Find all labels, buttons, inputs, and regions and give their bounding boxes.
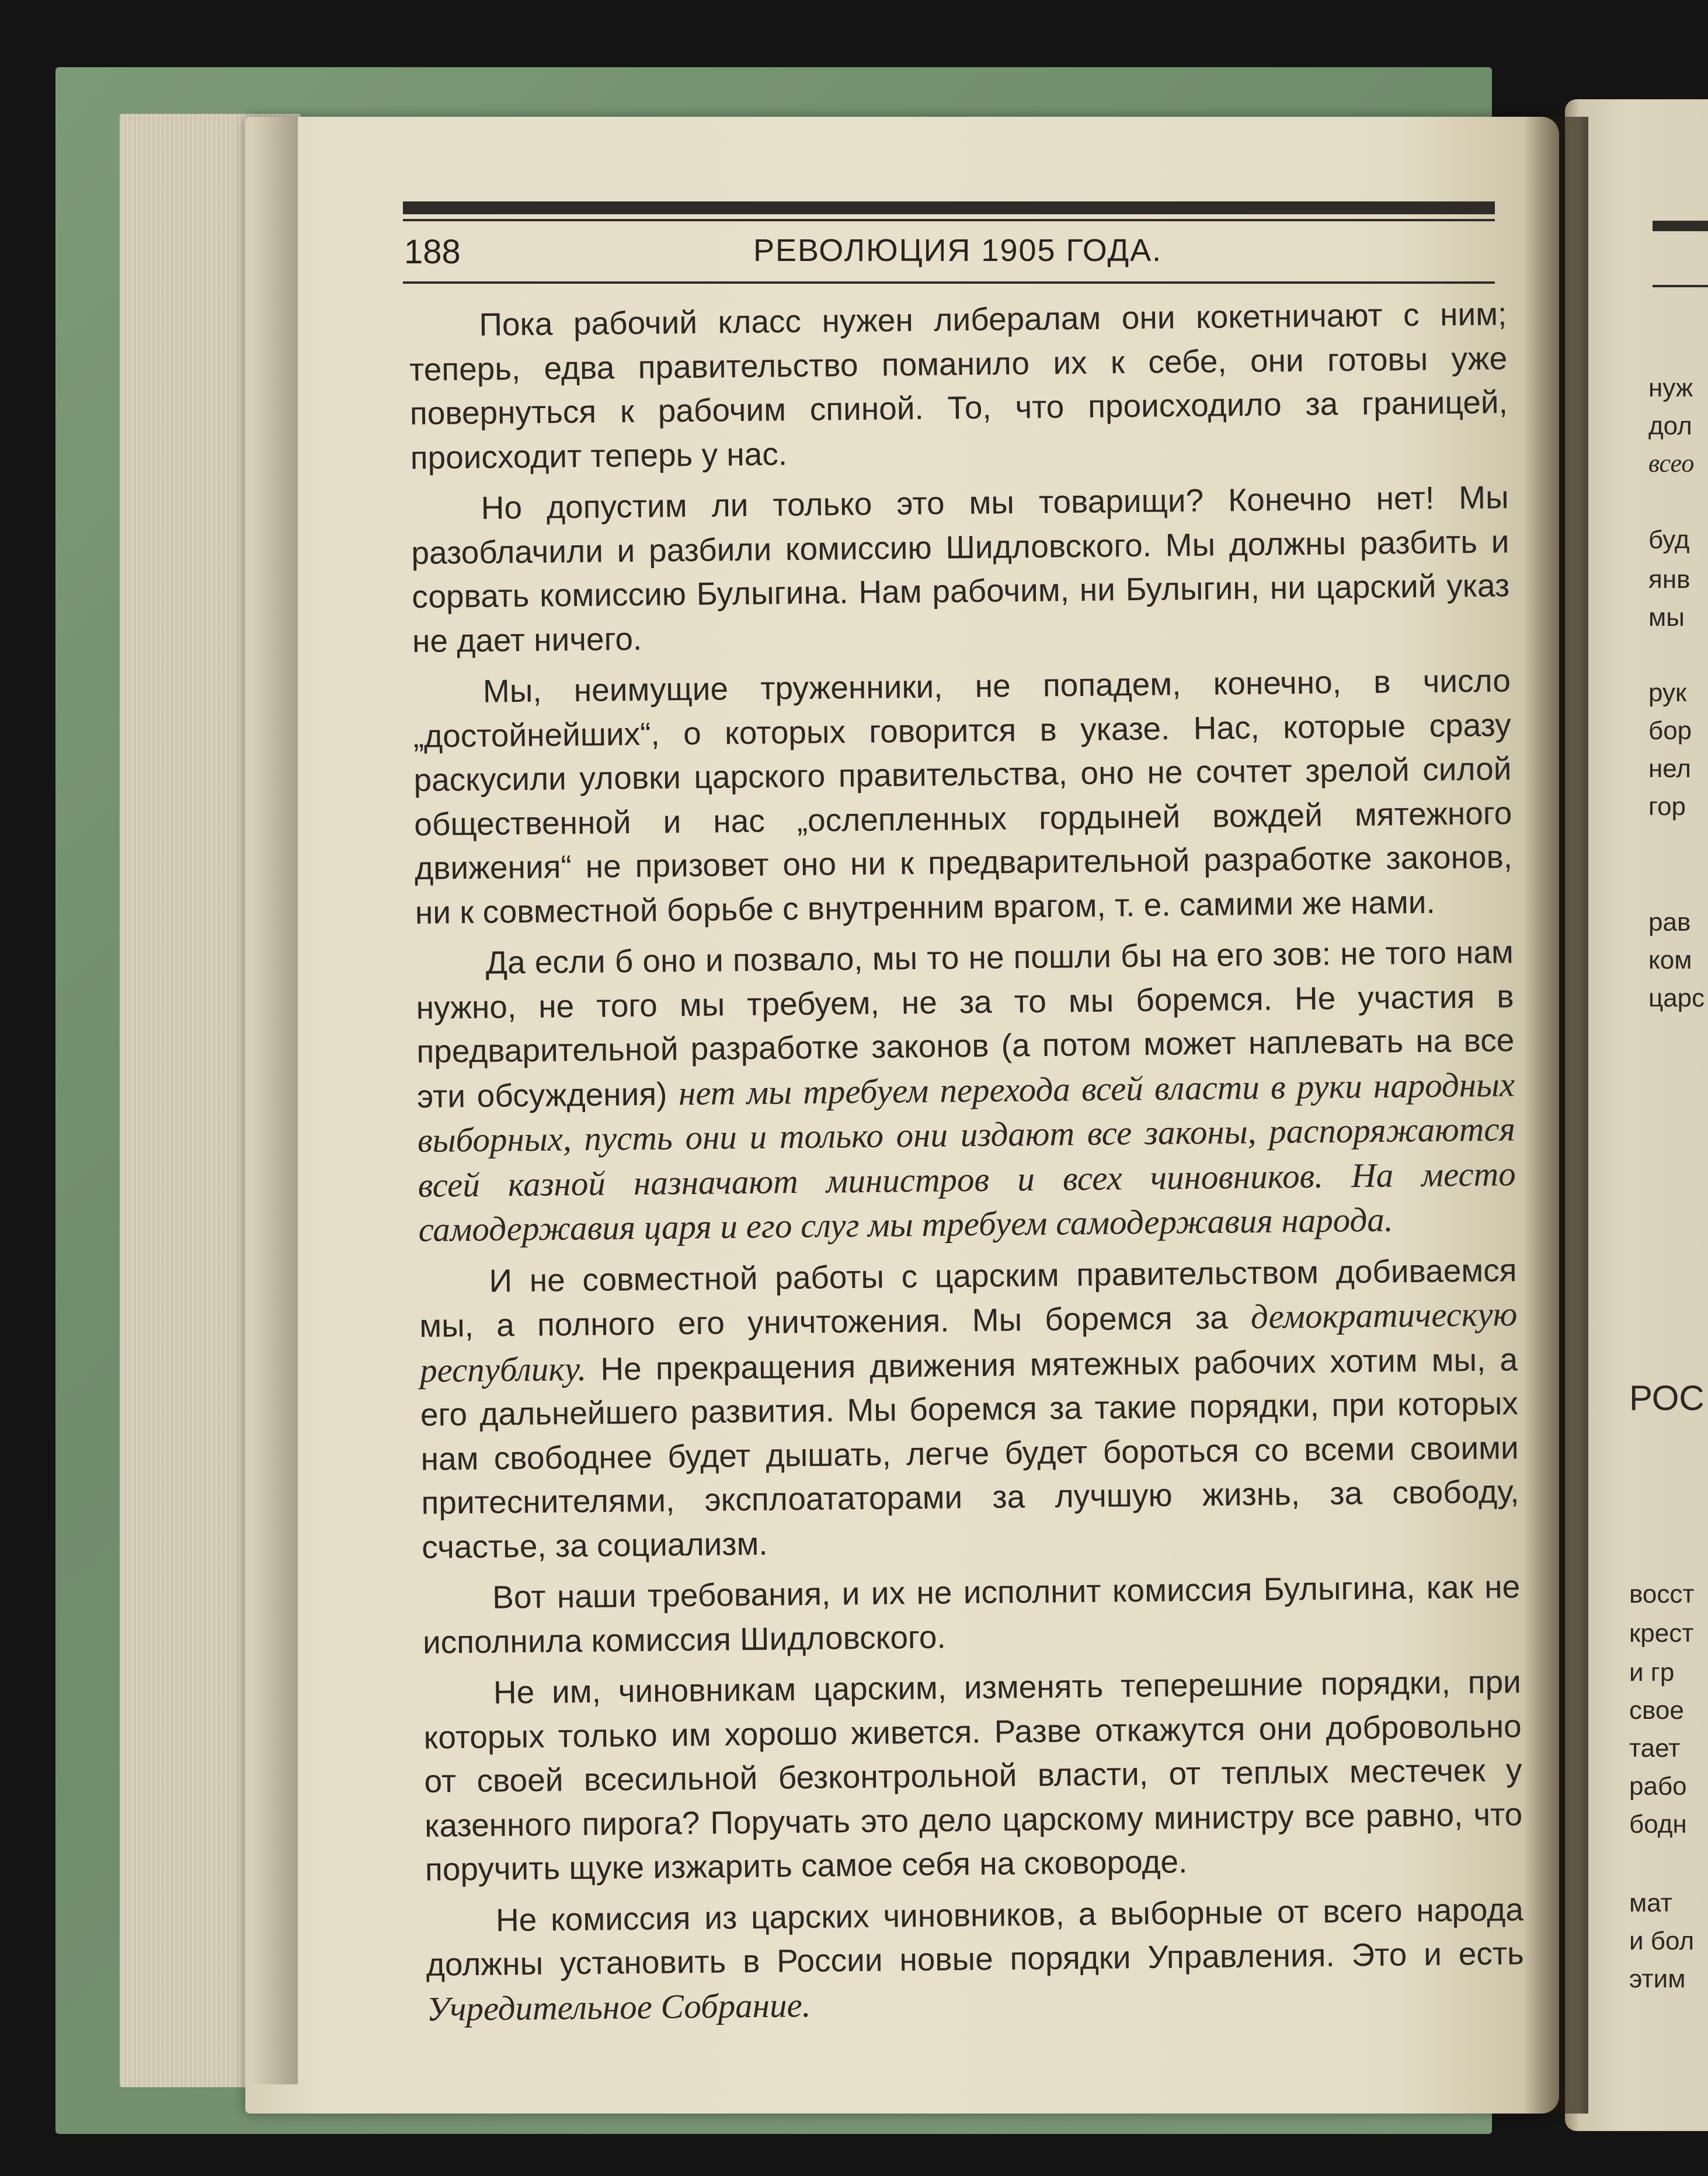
paragraph-8-italic: Учредительное Собрание. — [426, 1985, 811, 2028]
paragraph-6-text: Вот наши требования, и их не исполнит комиссия Булыгина, как не исполнила комиссия Шидловского. — [422, 1568, 1521, 1660]
paragraph-1 — [409, 292, 1508, 480]
facing-fragment: рабо — [1629, 1772, 1687, 1801]
paragraph-5-tail: Не прекращения движения мятежных рабочих хотим мы, а его дальнейшего развития. Мы боремся за такие порядки, при которых нам свободнее будет дышать, легче будет бороться со всеми своими притеснителями, эксплоататорами за лучшую жизнь, за свободу, счастье, за социализм. — [420, 1341, 1519, 1565]
page-number: 188 — [404, 233, 461, 271]
paragraph-5 — [419, 1248, 1519, 1569]
paragraph-7-text: Не им, чиновникам царским, изменять теперешние порядки, при которых только им хорошо живется. Разве откажутся они добровольно от своей всесильной безконтрольной власти, от теплых местечек у казенного пирога? Поручать это дело царскому министру все равно, что поручить щуке изжарить самое себя на сковороде. — [423, 1663, 1523, 1888]
paragraph-7 — [423, 1660, 1523, 1892]
paragraph-6 — [422, 1565, 1521, 1665]
paragraph-3 — [413, 659, 1514, 935]
paragraph-5-italic: демократическую республику. — [419, 1294, 1518, 1390]
facing-fragment: рук — [1648, 678, 1687, 707]
paragraph-2-text: Но допустим ли только это мы товарищи? Конечно нет! Мы разоблачили и разбили комиссию Шидловского. Мы должны разбить и сорвать комиссию Булыгина. Нам рабочим, ни Булыгин, ни царский указ не дает ничего. — [411, 479, 1510, 659]
facing-fragment: царс — [1648, 984, 1705, 1012]
header-rule-thin — [403, 219, 1495, 221]
facing-fragment: бодн — [1629, 1810, 1687, 1839]
facing-fragment: нуж — [1648, 374, 1693, 402]
paragraph-5-text: И не совместной работы с царским правительством добиваемся мы, а полного его уничтожения. Мы боремся за — [419, 1251, 1517, 1344]
header-rule-bottom — [403, 281, 1495, 284]
paragraph-1-text: Пока рабочий класс нужен либералам они кокетничают с ним; теперь, едва правительство поманило их к себе, они готовы уже повернуться к рабочим спиной. То, что происходило за границей, происходит теперь у нас. — [409, 295, 1508, 476]
facing-header-rule — [1653, 221, 1708, 231]
facing-fragment: бор — [1648, 716, 1692, 745]
facing-fragment: янв — [1648, 565, 1690, 594]
running-head: РЕВОЛЮЦИЯ 1905 ГОДА. — [753, 233, 1163, 268]
paragraph-8 — [426, 1888, 1525, 2032]
facing-fragment: тает — [1629, 1734, 1681, 1763]
facing-fragment: восст — [1629, 1580, 1695, 1609]
facing-fragment: этим — [1629, 1965, 1686, 1993]
facing-fragment: и гр — [1629, 1658, 1675, 1687]
book-gutter-shadow — [1524, 117, 1588, 2114]
paragraph-4 — [415, 930, 1516, 1252]
facing-fragment: и бол — [1629, 1927, 1695, 1955]
page-body — [409, 292, 1525, 2039]
facing-fragment: нел — [1648, 754, 1691, 783]
paragraph-4-text: Да если б оно и позвало, мы то не пошли бы на его зов: не того нам нужно, не того мы требуем, не за то мы боремся. Не участия в предварительной разработке законов (а потом может наплевать на все эти обсуждения) — [416, 934, 1515, 1115]
facing-fragment: мат — [1629, 1889, 1672, 1917]
facing-fragment: мы — [1648, 603, 1685, 632]
facing-fragment: крест — [1629, 1619, 1694, 1648]
paragraph-3-text: Мы, неимущие труженники, не попадем, конечно, в число „достойнейших“, о которых говорится в указе. Нас, которые сразу раскусили уловки царского правительства, оно не сочтет зрелой силой общественной и нас „ослепленных гордыней вождей мятежного движения“ не призовет оно ни к предварительной разработке законов, ни к совместной борьбе с внутренним врагом, т. е. самими же нами. — [413, 662, 1513, 931]
page-edge-shadow — [251, 117, 298, 2084]
paragraph-4-italic: нет мы требуем перехода всей власти в руки народных выборных, пусть они и только они издают все законы, распоряжаются всей казной назначают министров и всех чиновников. На место самодержавия царя и его слуг мы требуем самодержавия народа. — [417, 1064, 1516, 1249]
facing-header-rule-thin — [1653, 285, 1708, 287]
header-rule-thick — [403, 201, 1495, 214]
facing-fragment: буд — [1648, 525, 1690, 554]
facing-fragment: дол — [1648, 412, 1692, 440]
facing-fragment: гор — [1648, 792, 1686, 821]
facing-fragment: рав — [1648, 908, 1691, 936]
facing-fragment: ком — [1648, 946, 1692, 974]
paragraph-8-text: Не комиссия из царских чиновников, а выборные от всего народа должны установить в России новые порядки Управления. Это и есть — [426, 1890, 1525, 1983]
facing-heading-fragment: РОС — [1629, 1378, 1704, 1418]
facing-fragment: всео — [1648, 449, 1695, 478]
paragraph-2 — [411, 475, 1510, 663]
facing-fragment: свое — [1629, 1696, 1684, 1725]
